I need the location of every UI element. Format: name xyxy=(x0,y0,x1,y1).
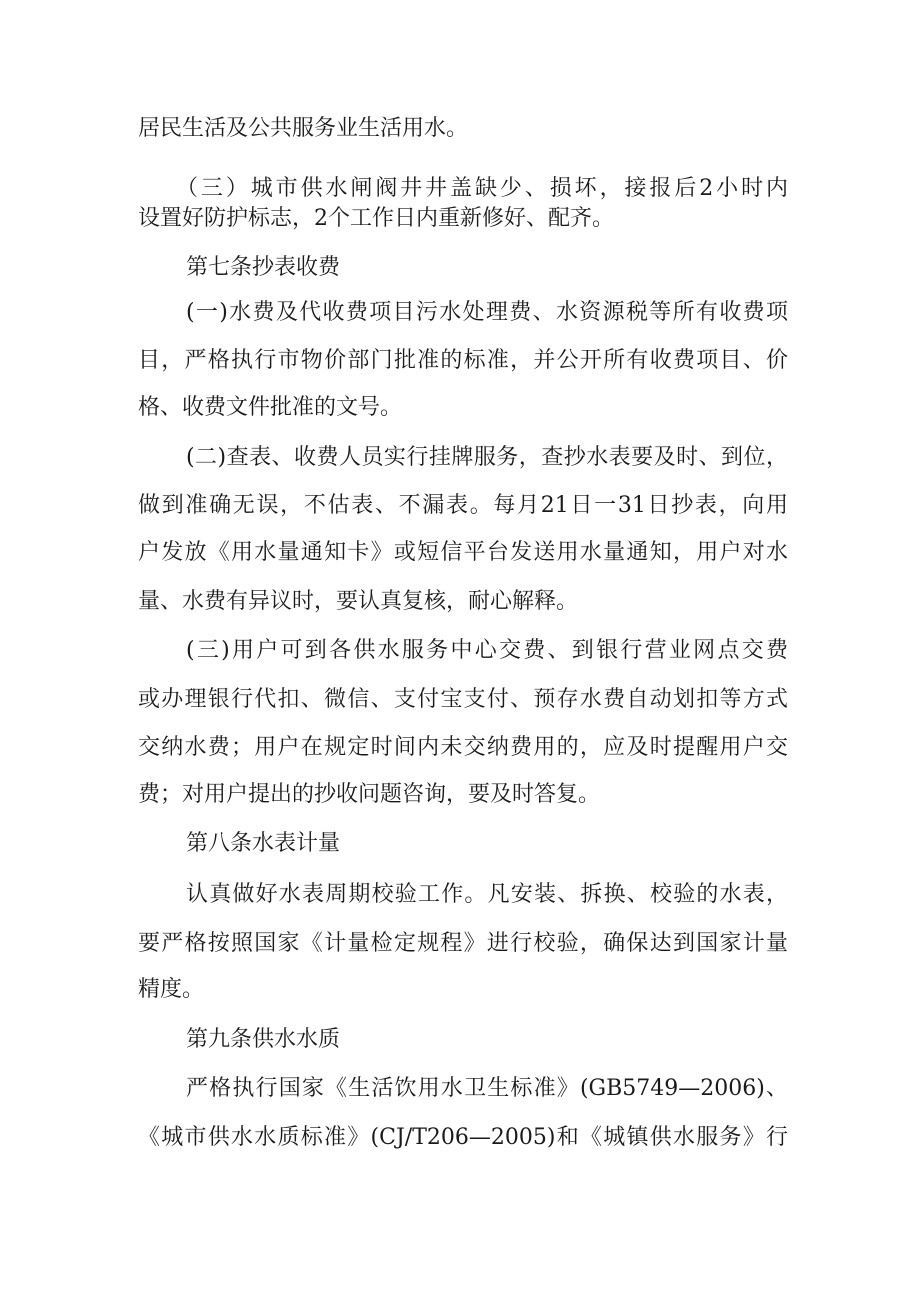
paragraph-line: 精度。 xyxy=(138,977,205,1002)
paragraph-line: 《城市供水水质标准》(CJ/T206—2005)和《城镇供水服务》行 xyxy=(138,1125,788,1150)
paragraph-line: 或办理银行代扣、微信、支付宝支付、预存水费自动划扣等方式 xyxy=(138,687,788,712)
paragraph-line: (三)用户可到各供水服务中心交费、到银行营业网点交费 xyxy=(186,638,788,663)
paragraph-line: 认真做好水表周期校验工作。凡安装、拆换、校验的水表， xyxy=(186,882,788,907)
paragraph-line: 格、收费文件批准的文号。 xyxy=(138,395,403,420)
paragraph-line: 目，严格执行市物价部门批准的标准，并公开所有收费项目、价 xyxy=(138,348,788,373)
section-heading: 第九条供水水质 xyxy=(186,1027,341,1052)
paragraph-line: 交纳水费；用户在规定时间内未交纳费用的，应及时提醒用户交 xyxy=(138,735,788,760)
paragraph-line: 居民生活及公共服务业生活用水。 xyxy=(138,116,469,141)
paragraph-line: 户发放《用水量通知卡》或短信平台发送用水量通知，用户对水 xyxy=(138,540,788,565)
section-heading: 第八条水表计量 xyxy=(186,831,341,856)
paragraph-line: 设置好防护标志，2个工作日内重新修好、配齐。 xyxy=(138,206,614,231)
paragraph-line: (二)查表、收费人员实行挂牌服务，查抄水表要及时、到位， xyxy=(186,445,788,470)
paragraph-line: (一)水费及代收费项目污水处理费、水资源税等所有收费项 xyxy=(186,300,788,325)
paragraph-line: （三）城市供水闸阀井井盖缺少、损坏，接报后2小时内 xyxy=(176,176,788,201)
paragraph-line: 费；对用户提出的抄收问题咨询，要及时答复。 xyxy=(138,782,601,807)
paragraph-line: 严格执行国家《生活饮用水卫生标准》(GB5749—2006)、 xyxy=(186,1076,788,1101)
paragraph-line: 量、水费有异议时，要认真复核，耐心解释。 xyxy=(138,589,579,614)
paragraph-line: 要严格按照国家《计量检定规程》进行校验，确保达到国家计量 xyxy=(138,931,788,956)
section-heading: 第七条抄表收费 xyxy=(186,255,341,280)
paragraph-line: 做到准确无误，不估表、不漏表。每月21日一31日抄表，向用 xyxy=(138,493,788,518)
